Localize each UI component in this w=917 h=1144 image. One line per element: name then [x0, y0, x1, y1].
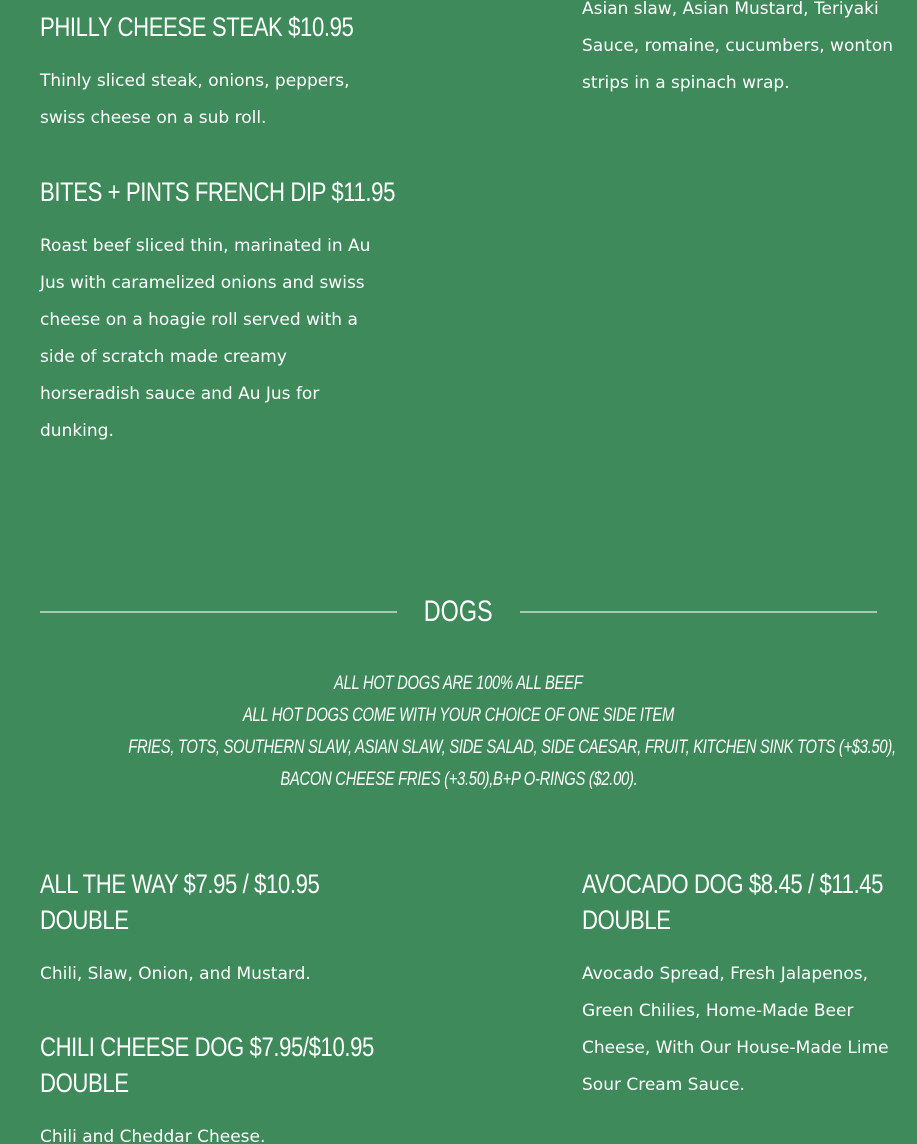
- item-title: PHILLY CHEESE STEAK $10.95: [40, 12, 354, 42]
- chili-cheese-dog-item: [40, 1029, 380, 1144]
- note-line: ALL HOT DOGS ARE 100% ALL BEEF: [334, 673, 583, 694]
- divider-right: [520, 611, 877, 613]
- item-description: Chili, Slaw, Onion, and Mustard.: [40, 964, 311, 984]
- avocado-dog-item: [582, 866, 902, 1104]
- item-description: Avocado Spread, Fresh Jalapenos, Green Chilies, Home-Made Beer Cheese, With Our House-Made Lime Sour Cream Sauce.: [582, 964, 889, 1095]
- dogs-notes: [20, 668, 897, 796]
- note-line: FRIES, TOTS, SOUTHERN SLAW, ASIAN SLAW, SIDE SALAD, SIDE CAESAR, FRUIT, KITCHEN SINK TOTS (+$3.50),: [128, 737, 896, 758]
- note-line: BACON CHEESE FRIES (+3.50),B+P O-RINGS ($2.00).: [279, 769, 638, 790]
- all-the-way-item: [40, 866, 380, 993]
- item-title: CHILI CHEESE DOG $7.95/$10.95: [40, 1032, 374, 1062]
- item-description: Thinly sliced steak, onions, peppers, swiss cheese on a sub roll.: [40, 71, 350, 128]
- item-title-line2: DOUBLE: [40, 905, 129, 935]
- french-dip-item: [40, 174, 395, 450]
- item-title: ALL THE WAY $7.95 / $10.95: [40, 869, 320, 899]
- note-line: ALL HOT DOGS COME WITH YOUR CHOICE OF ONE SIDE ITEM: [242, 705, 675, 726]
- dogs-section-header: [40, 592, 877, 632]
- item-title-line2: DOUBLE: [582, 905, 671, 935]
- item-description: Chili and Cheddar Cheese.: [40, 1127, 266, 1144]
- wrap-item-continued: [582, 0, 900, 102]
- item-title-line2: DOUBLE: [40, 1068, 129, 1098]
- item-title: AVOCADO DOG $8.45 / $11.45: [582, 869, 884, 899]
- item-title: BITES + PINTS FRENCH DIP $11.95: [40, 177, 395, 207]
- item-description: Roast beef sliced thin, marinated in Au Jus with caramelized onions and swiss cheese on a hoagie roll served with a side of scratch made creamy horseradish sauce and Au Jus for dunking.: [40, 236, 371, 441]
- item-description: Asian slaw, Asian Mustard, Teriyaki Sauce, romaine, cucumbers, wonton strips in a spinach wrap.: [582, 0, 893, 93]
- section-title: DOGS: [424, 595, 493, 628]
- philly-cheese-steak-item: [40, 9, 380, 137]
